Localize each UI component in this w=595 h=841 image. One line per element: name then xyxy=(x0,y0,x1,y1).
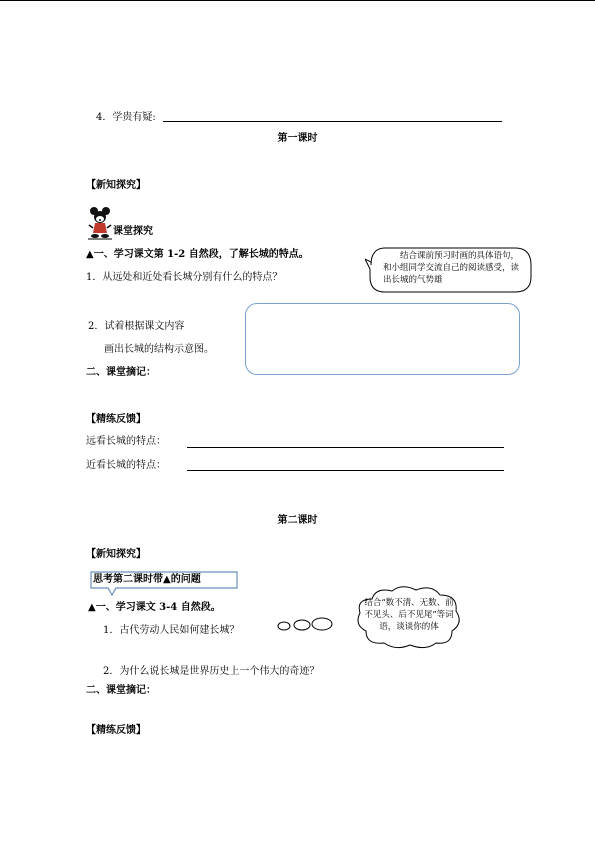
think-callout-text: 思考第二课时带▲的问题 xyxy=(93,574,201,585)
lesson2-practice-heading: 【精练反馈】 xyxy=(86,725,146,736)
far-view-answer-line[interactable] xyxy=(187,447,504,448)
lesson2-question2: 2．为什么说长城是世界历史上一个伟大的奇迹？ xyxy=(103,666,320,677)
near-view-answer-line[interactable] xyxy=(187,470,504,471)
lesson2-question1: 1．古代劳动人民如何建长城？ xyxy=(103,625,240,636)
cartoon-mouse-icon xyxy=(88,206,112,240)
thought-bubble-trail xyxy=(274,612,354,636)
item4-label: 4．学贵有疑: xyxy=(96,112,156,123)
lesson1-notes-heading: 二、课堂摘记： xyxy=(86,367,156,378)
lesson1-question2-line2: 画出长城的结构示意图。 xyxy=(104,344,214,355)
item4-answer-line[interactable] xyxy=(163,121,502,122)
lesson1-practice-heading: 【精练反馈】 xyxy=(86,414,146,425)
structure-diagram-box[interactable] xyxy=(245,303,520,375)
lesson2-section1-title: ▲一、学习课文 3-4 自然段。 xyxy=(88,602,221,613)
lesson2-new-knowledge-heading: 【新知探究】 xyxy=(86,549,146,560)
lesson1-question1: 1．从远处和近处看长城分别有什么的特点？ xyxy=(86,272,283,283)
lesson2-title: 第二课时 xyxy=(277,515,318,526)
lesson1-new-knowledge-heading: 【新知探究】 xyxy=(86,180,146,191)
tip-bubble-text: 结合课前预习时画的具体语句，和小组同学交流自己的阅读感受，读出长城的气势雄 xyxy=(383,251,520,285)
lesson2-notes-heading: 二、课堂摘记： xyxy=(86,685,156,696)
lesson1-section1-title: ▲一、学习课文第 1-2 自然段，了解长城的特点。 xyxy=(86,249,309,260)
lesson1-title: 第一课时 xyxy=(277,133,318,144)
far-view-label: 远看长城的特点： xyxy=(86,436,166,447)
think-callout-box xyxy=(90,571,238,589)
tip-speech-bubble xyxy=(365,245,533,295)
near-view-label: 近看长城的特点： xyxy=(86,460,166,471)
lesson1-question2-line1: 2．试着根据课文内容 xyxy=(88,321,185,332)
page-top-rule xyxy=(0,0,595,1)
thought-cloud xyxy=(352,585,464,651)
classroom-explore-label: 课堂探究 xyxy=(113,226,153,237)
thought-cloud-text: 结合“数不清、无数、前不见头、后不见尾”等词语，谈谈你的体 xyxy=(364,598,454,632)
